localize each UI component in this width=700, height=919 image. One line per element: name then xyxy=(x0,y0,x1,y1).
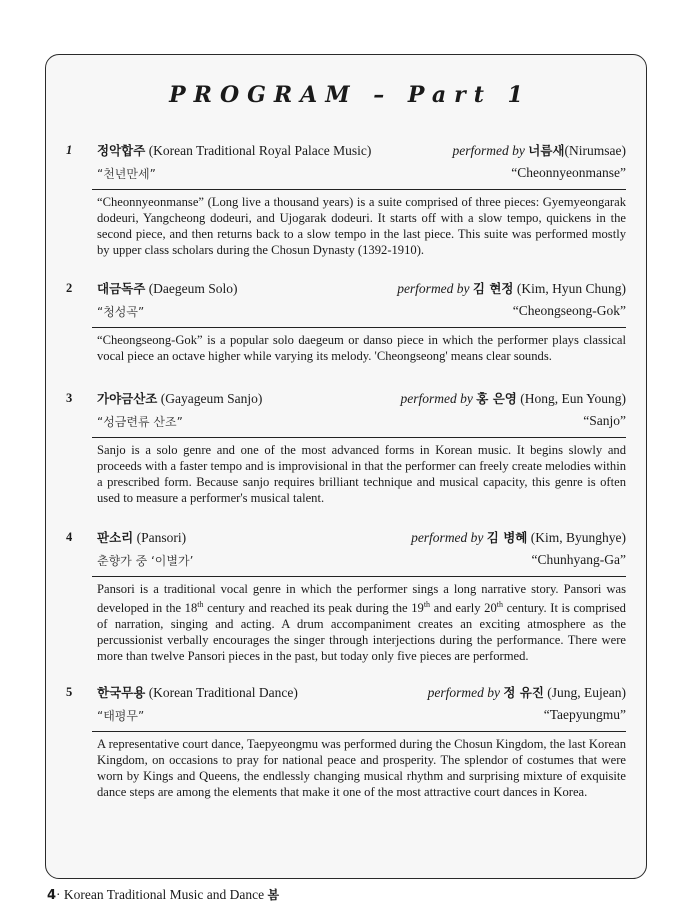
performer-english: (Jung, Eujean) xyxy=(547,685,626,700)
performed-by-label: performed by xyxy=(452,143,525,158)
page-number: 4 xyxy=(47,888,57,903)
performer-english: (Hong, Eun Young) xyxy=(520,391,626,406)
item-description: “Cheongseong-Gok” is a popular solo daegeum or danso piece in which the performer plays classical vocal piece an octave higher while varying its melody. 'Cheongseong' means clear sounds. xyxy=(97,333,626,363)
item-description: “Cheonnyeonmanse” (Long live a thousand years) is a suite comprised of three pieces: Gyemyeongarak dodeuri, Yangcheong dodeuri, and Ujogarak dodeuri. It starts off with a slow tempo, quickens in the second piece, and then returns back to a slow tempo in the last piece. This suite was performed mostly by upper class scholars during the Chosun Dynasty (1392-1910). xyxy=(97,195,626,257)
performer-korean: 홍 은영 xyxy=(476,391,517,406)
divider xyxy=(92,189,626,190)
item-description: A representative court dance, Taepyeongmu was performed during the Chosun Kingdom, the last Korean Kingdom, on occasions to pray for national peace and prosperity. The splendor of costumes that were worn by Kings and Queens, the endlessly changing musical rhythm and surprising mixture of exquisite dance steps are among the elements that make it one of the most attractive court dances in Korea. xyxy=(97,737,626,799)
footer-separator: · xyxy=(56,887,61,902)
english-title: (Daegeum Solo) xyxy=(148,281,238,296)
performer xyxy=(453,141,626,159)
piece-english: “Cheonnyeonmanse” xyxy=(511,165,626,180)
piece-row xyxy=(66,413,626,435)
piece-korean: “성금련류 산조” xyxy=(97,415,183,429)
divider xyxy=(92,437,626,438)
english-title: (Pansori) xyxy=(136,530,187,545)
desc-text: century. It is comprised of narration, singing and acting. A drum accompaniment creates an exciting atmosphere as the percussionist verbally encourages the singer through interjections during the performance. There were more than twelve Pansori pieces in the past, but today only five pieces are performed. xyxy=(97,601,626,664)
english-title: (Korean Traditional Royal Palace Music) xyxy=(148,143,372,158)
desc-text: Pansori is a traditional vocal genre in which the performer sings a long narrative story. Pansori was developed in the 18 xyxy=(97,582,626,616)
performer-english: (Kim, Byunghye) xyxy=(530,530,626,545)
item-header xyxy=(66,683,626,705)
superscript: th xyxy=(423,600,431,609)
performer-english: (Nirumsae) xyxy=(564,143,626,158)
performer-korean: 너름새 xyxy=(528,143,565,158)
performed-by-label: performed by xyxy=(397,281,470,296)
piece-english: “Chunhyang-Ga” xyxy=(531,552,626,567)
superscript: th xyxy=(496,600,503,609)
item-number: 2 xyxy=(66,281,73,295)
item-title xyxy=(97,683,298,701)
footer-korean: 봄 xyxy=(267,888,280,902)
performed-by-label: performed by xyxy=(400,391,473,406)
piece-korean: “천년만세” xyxy=(97,167,156,181)
program-item-3 xyxy=(66,389,626,506)
item-number: 5 xyxy=(66,685,73,699)
page-footer xyxy=(47,886,279,903)
korean-title: 판소리 xyxy=(97,530,134,545)
piece-row xyxy=(66,165,626,187)
item-header xyxy=(66,528,626,550)
item-title xyxy=(97,528,186,546)
english-title: (Gayageum Sanjo) xyxy=(160,391,263,406)
korean-title: 한국무용 xyxy=(97,685,146,700)
divider xyxy=(92,576,626,577)
korean-title: 대금독주 xyxy=(97,281,146,296)
item-title xyxy=(97,279,238,297)
page-title: PROGRAM – Part 1 xyxy=(169,82,531,108)
piece-english: “Sanjo” xyxy=(583,413,626,428)
divider xyxy=(92,327,626,328)
performer-korean: 정 유진 xyxy=(503,685,544,700)
piece-korean: “청성곡” xyxy=(97,305,145,319)
item-header xyxy=(66,141,626,163)
item-description: Sanjo is a solo genre and one of the most advanced forms in Korean music. It begins slowly and proceeds with a faster tempo and is improvisional in that the performer can freely create melodies within a prescribed form. Because sanjo requires brilliant technique and musical capacity, this genre is often used to measure a performer's musical talent. xyxy=(97,443,626,505)
performed-by-label: performed by xyxy=(411,530,484,545)
performer xyxy=(428,683,626,701)
superscript: th xyxy=(197,600,204,609)
english-title: (Korean Traditional Dance) xyxy=(148,685,298,700)
item-title xyxy=(97,141,371,159)
piece-korean: “태평무” xyxy=(97,709,145,723)
performer xyxy=(401,389,626,407)
program-item-4 xyxy=(66,528,626,664)
piece-korean: 춘향가 중 ‘이별가’ xyxy=(97,554,194,568)
item-description xyxy=(97,581,626,664)
program-item-1 xyxy=(66,141,626,258)
performer xyxy=(397,279,626,297)
item-number: 4 xyxy=(66,530,73,544)
piece-english: “Taepyungmu” xyxy=(543,707,626,722)
footer-text: Korean Traditional Music and Dance xyxy=(63,887,265,902)
korean-title: 가야금산조 xyxy=(97,391,158,406)
item-number: 3 xyxy=(66,391,73,405)
item-header xyxy=(66,389,626,411)
desc-text: century and reached its peak during the 19 xyxy=(203,601,424,616)
piece-row xyxy=(66,552,626,574)
item-number: 1 xyxy=(66,143,73,157)
program-item-5 xyxy=(66,683,626,800)
item-title xyxy=(97,389,262,407)
performed-by-label: performed by xyxy=(427,685,500,700)
item-header xyxy=(66,279,626,301)
program-item-2 xyxy=(66,279,626,364)
piece-row xyxy=(66,707,626,729)
performer-english: (Kim, Hyun Chung) xyxy=(516,281,626,296)
performer-korean: 김 현정 xyxy=(472,281,514,296)
piece-row xyxy=(66,303,626,325)
performer xyxy=(411,528,626,546)
piece-english: “Cheongseong-Gok” xyxy=(512,303,626,318)
korean-title: 정악합주 xyxy=(97,143,146,158)
desc-text: and early 20 xyxy=(430,601,497,616)
performer-korean: 김 병혜 xyxy=(486,530,528,545)
divider xyxy=(92,731,626,732)
